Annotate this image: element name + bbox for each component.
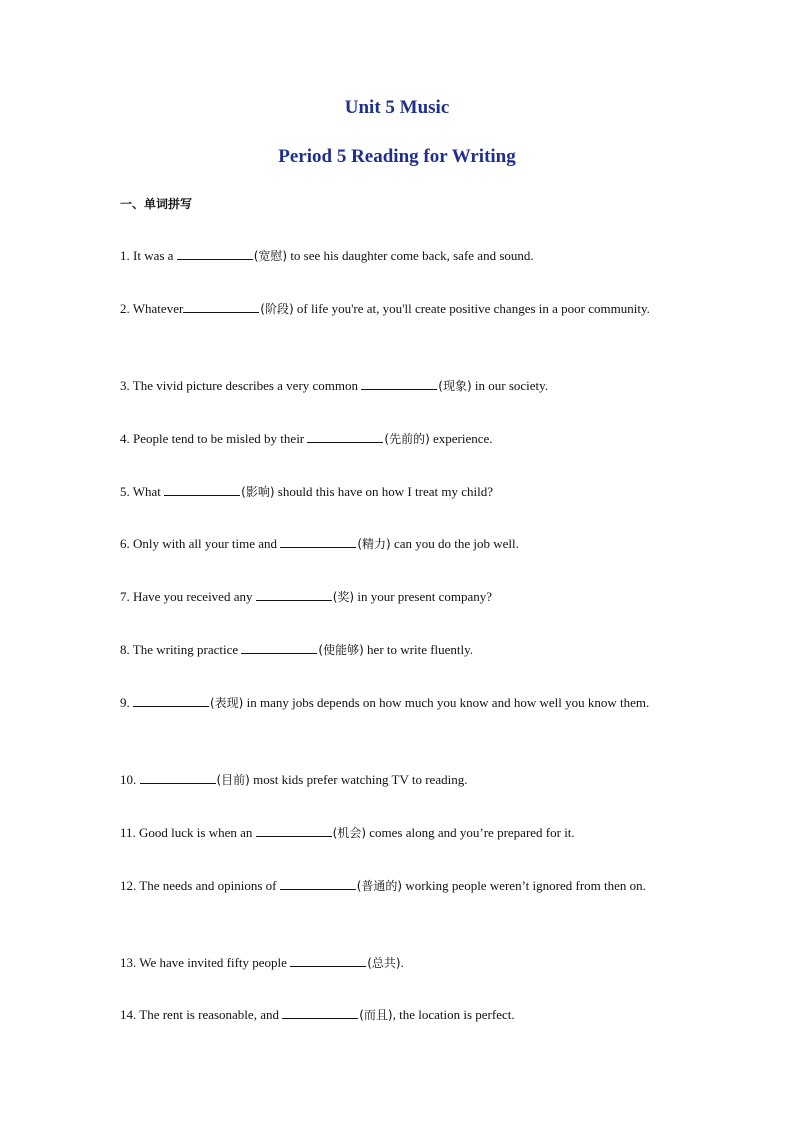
question-number: 13. [120, 955, 140, 970]
question-number: 14. [120, 1007, 140, 1022]
question-text-after: , the location is perfect. [392, 1007, 515, 1022]
question-text-after: of life you're at, you'll create positive changes in a poor community. [293, 301, 650, 316]
question-item [120, 296, 676, 322]
question-text-before: The vivid picture describes a very common [132, 378, 362, 393]
question-text-before: We have invited fifty people [139, 955, 291, 970]
chinese-hint: (影响) [241, 485, 275, 499]
question-number: 11. [120, 825, 140, 840]
question-text-after: experience. [429, 431, 493, 446]
chinese-hint: (机会) [332, 826, 367, 840]
question-number: 7. [120, 589, 133, 604]
question-item [120, 584, 676, 610]
answer-blank[interactable] [177, 245, 253, 260]
answer-blank[interactable] [282, 1004, 358, 1019]
answer-blank[interactable] [280, 875, 356, 890]
question-text-before: The writing practice [132, 642, 242, 657]
chinese-hint: (精力) [357, 537, 391, 551]
question-text-after: most kids prefer watching TV to reading. [249, 772, 468, 787]
question-text-before: Whatever [132, 301, 184, 316]
question-number: 3. [120, 378, 133, 393]
question-number: 10. [120, 772, 140, 787]
unit-title: Unit 5 Music [344, 97, 450, 118]
question-text-before: Only with all your time and [133, 536, 281, 551]
question-text-before: People tend to be misled by their [133, 431, 308, 446]
question-item [120, 820, 676, 846]
answer-blank[interactable] [164, 481, 240, 496]
question-text-before: Good luck is when an [139, 825, 256, 840]
question-text-before: What [132, 484, 165, 499]
question-number: 4. [120, 431, 133, 446]
question-item [120, 637, 676, 663]
question-item [120, 950, 676, 976]
question-text-after: working people weren’t ignored from then on. [402, 878, 646, 893]
answer-blank[interactable] [241, 639, 317, 654]
question-text-after: can you do the job well. [390, 536, 519, 551]
question-text-after: comes along and you’re prepared for it. [366, 825, 575, 840]
question-text-after: in many jobs depends on how much you know and how well you know them. [243, 695, 650, 710]
question-text-before: Have you received any [133, 589, 256, 604]
question-text-before: It was a [133, 248, 177, 263]
answer-blank[interactable] [183, 298, 259, 313]
question-text-before: The rent is reasonable, and [139, 1007, 283, 1022]
chinese-hint: (宽慰) [253, 249, 288, 263]
question-number: 6. [120, 536, 133, 551]
question-text-after: . [400, 955, 404, 970]
question-text-after: her to write fluently. [363, 642, 474, 657]
chinese-hint: (现象) [438, 379, 472, 393]
question-text-after: in your present company? [354, 589, 493, 604]
question-item [120, 690, 676, 716]
answer-blank[interactable] [140, 769, 216, 784]
question-number: 1. [120, 248, 133, 263]
answer-blank[interactable] [256, 586, 332, 601]
question-number: 8. [120, 642, 133, 657]
question-item [120, 767, 676, 793]
question-item [120, 426, 676, 452]
answer-blank[interactable] [256, 822, 332, 837]
chinese-hint: (奖) [332, 590, 355, 604]
chinese-hint: (表现) [210, 696, 244, 710]
section-heading: 一、单词拼写 [120, 197, 193, 211]
question-item [120, 479, 676, 505]
answer-blank[interactable] [133, 692, 209, 707]
chinese-hint: (目前) [216, 773, 250, 787]
question-item [120, 1002, 676, 1028]
question-item [120, 873, 676, 899]
chinese-hint: (阶段) [260, 302, 294, 316]
question-item [120, 373, 676, 399]
question-text-after: should this have on how I treat my child? [274, 484, 493, 499]
chinese-hint: (而且) [359, 1008, 393, 1022]
question-text-after: to see his daughter come back, safe and sound. [287, 248, 534, 263]
chinese-hint: (先前的) [384, 432, 430, 446]
question-number: 12. [120, 878, 140, 893]
answer-blank[interactable] [280, 533, 356, 548]
question-item [120, 243, 676, 269]
answer-blank[interactable] [290, 952, 366, 967]
period-title: Period 5 Reading for Writing [278, 146, 516, 167]
question-item [120, 531, 676, 557]
chinese-hint: (普通的) [356, 879, 403, 893]
answer-blank[interactable] [307, 428, 383, 443]
question-text-before: The needs and opinions of [139, 878, 280, 893]
chinese-hint: (使能够) [318, 643, 364, 657]
question-number: 5. [120, 484, 133, 499]
answer-blank[interactable] [361, 375, 437, 390]
question-number: 2. [120, 301, 133, 316]
question-number: 9. [120, 695, 133, 710]
chinese-hint: (总共) [367, 956, 401, 970]
question-text-after: in our society. [471, 378, 549, 393]
